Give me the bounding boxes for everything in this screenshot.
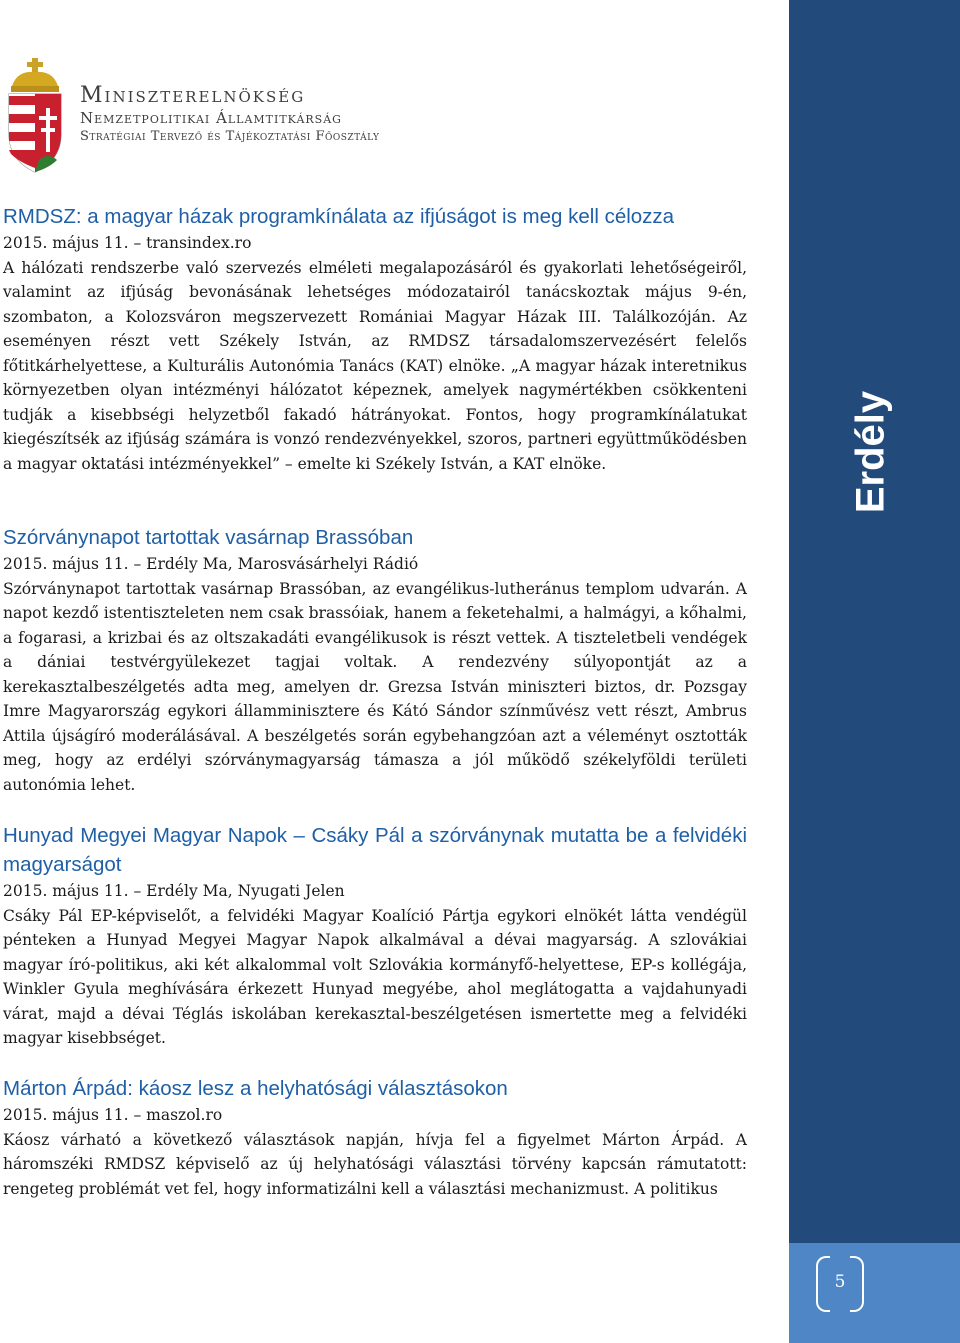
page-number-box bbox=[816, 1256, 864, 1308]
article-meta: 2015. május 11. – transindex.ro bbox=[3, 234, 252, 252]
organization-header bbox=[80, 84, 380, 146]
article-meta: 2015. május 11. – Erdély Ma, Marosvásárhelyi Rádió bbox=[3, 555, 419, 573]
article-title: Hunyad Megyei Magyar Napok – Csáky Pál a szórványnak mutatta be a felvidéki magyarságot bbox=[3, 824, 747, 876]
article bbox=[3, 821, 747, 1051]
article-body: Káosz várható a következő választások napján, hívja fel a figyelmet Márton Árpád. A háromszéki RMDSZ képviselő az új helyhatósági választási törvény kapcsán rámutatott: rengeteg problémát vet fel, hogy informatizálni kell a választási mechanizmust. A politikus bbox=[3, 1130, 747, 1198]
article-body: Szórványnapot tartottak vasárnap Brassóban, az evangélikus-lutheránus templom udvarán. A napot kezdő istentiszteleten nem csak brassóiak, hanem a feketehalmi, a halmágyi, a kőhalmi, a fogarasi, a krizbai és az oltszakadáti evangélikusok is részt vettek. A tiszteletbeli vendégek a dániai testvérgyülekezet tagjai voltak. A rendezvény súlyopontját az a kerekasztalbeszélgetés adta meg, amelyen dr. Grezsa István miniszteri biztos, dr. Pozsgay Imre Magyarország egykori államminisztere és Kátó Sándor színművész vett részt, Ambrus Attila újságíró moderálásával. A beszélgetés során egybehangzóan azt a véleményt osztották meg, hogy az erdélyi szórványmagyarság támasza a jól működő székelyföldi területi autonómia lehet. bbox=[3, 579, 747, 794]
article-meta: 2015. május 11. – Erdély Ma, Nyugati Jelen bbox=[3, 882, 345, 900]
region-label: Erdély bbox=[848, 390, 893, 514]
article-meta: 2015. május 11. – maszol.ro bbox=[3, 1106, 223, 1124]
article bbox=[3, 523, 747, 797]
article bbox=[3, 1074, 747, 1201]
article-body: Csáky Pál EP-képviselőt, a felvidéki Magyar Koalíció Pártja egykori elnökét látta vendégül pénteken a Hunyad Megyei Magyar Napok alkalmával a dévai magyarság. A szlovákiai magyar író-politikus, aki két alkalommal volt Szlovákia kormányfő-helyettese, EP-s kollégája, Winkler Gyula meghívására érkezett Hunyad megyébe, ahol meglátogatta a vajdahunyadi várat, majd a dévai Téglás iskolában kerekasztal-beszélgetésen ismertette meg a felvidéki magyar kisebbséget. bbox=[3, 906, 747, 1047]
article-title: RMDSZ: a magyar házak programkínálata az ifjúságot is meg kell célozza bbox=[3, 205, 675, 228]
article-body: A hálózati rendszerbe való szervezés elméleti megalapozásáról és gyakorlati lehetőségeiről, valamint az ifjúság bevonásának lehetséges módozatairól tanácskoztak május 9-én, szombaton, a Kolozsváron megszervezett Romániai Magyar Házak III. Találkozóján. Az eseményen részt vett Székely István, az RMDSZ társadalomszervezésért felelős főtitkárhelyettese, a Kulturális Autonómia Tanács (KAT) elnöke. „A magyar házak interetnikus környezetben olyan intézményi hálózatot képeznek, amelyek nagymértékben csökkenteni tudják a kisebbségi helyzetből fakadó hátrányokat. Fontos, hogy programkínálatukat kiegészítsék az ifjúság számára is vonzó rendezvényekkel, szoros, partneri együttműködésben a magyar oktatási intézményekkel” – emelte ki Székely István, a KAT elnöke. bbox=[3, 258, 747, 473]
hungarian-coat-of-arms-logo bbox=[5, 56, 65, 174]
org-name: Miniszterelnökség bbox=[80, 83, 306, 108]
page-number: 5 bbox=[834, 1272, 846, 1292]
article bbox=[3, 202, 747, 476]
article-title: Márton Árpád: káosz lesz a helyhatósági választásokon bbox=[3, 1077, 508, 1100]
sidebar-footer-band bbox=[789, 1243, 960, 1343]
article-title: Szórványnapot tartottak vasárnap Brassóban bbox=[3, 526, 414, 549]
org-department: Stratégiai Tervező és Tájékoztatási Főosztály bbox=[80, 129, 380, 144]
org-subtitle: Nemzetpolitikai Államtitkárság bbox=[80, 109, 342, 127]
sidebar-band bbox=[789, 0, 960, 1343]
